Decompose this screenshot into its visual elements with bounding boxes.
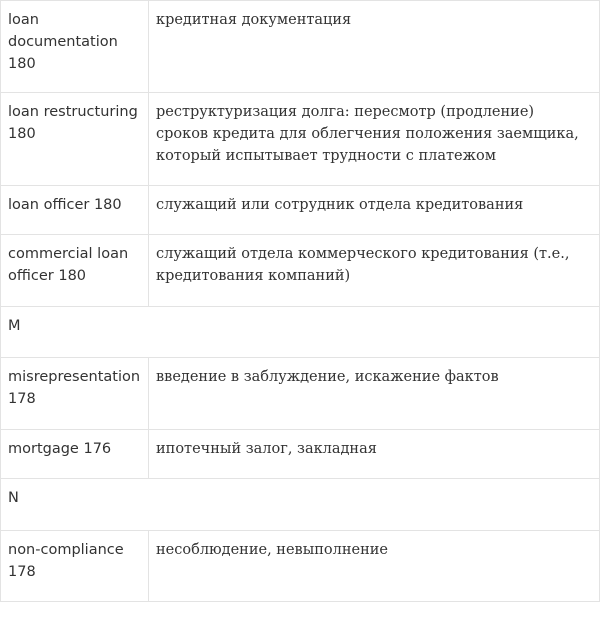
definition-cell: служащий или сотрудник отдела кредитования [149,186,600,235]
definition-cell: ипотечный залог, закладная [149,430,600,479]
glossary-row [1,186,600,235]
glossary-row [1,93,600,186]
definition-cell: введение в заблуждение, искажение фактов [149,358,600,430]
term-cell: misrepresentation 178 [1,358,149,430]
definition-cell: кредитная документация [149,1,600,93]
definition-cell: служащий отдела коммерческого кредитования (т.е., кредитования компаний) [149,235,600,307]
term-cell: loan documentation 180 [1,1,149,93]
term-cell: non-compliance 178 [1,531,149,602]
glossary-row [1,235,600,307]
glossary-row [1,531,600,602]
section-letter: N [1,479,600,531]
term-cell: loan restructuring 180 [1,93,149,186]
definition-cell: несоблюдение, невыполнение [149,531,600,602]
glossary-row [1,358,600,430]
glossary-row [1,1,600,93]
letter-row [1,307,600,358]
definition-cell: реструктуризация долга: пересмотр (продление) сроков кредита для облегчения положения заемщика, который испытывает трудности с платежом [149,93,600,186]
term-cell: commercial loan officer 180 [1,235,149,307]
term-cell: mortgage 176 [1,430,149,479]
glossary-row [1,430,600,479]
term-cell: loan officer 180 [1,186,149,235]
section-letter: M [1,307,600,358]
letter-row [1,479,600,531]
